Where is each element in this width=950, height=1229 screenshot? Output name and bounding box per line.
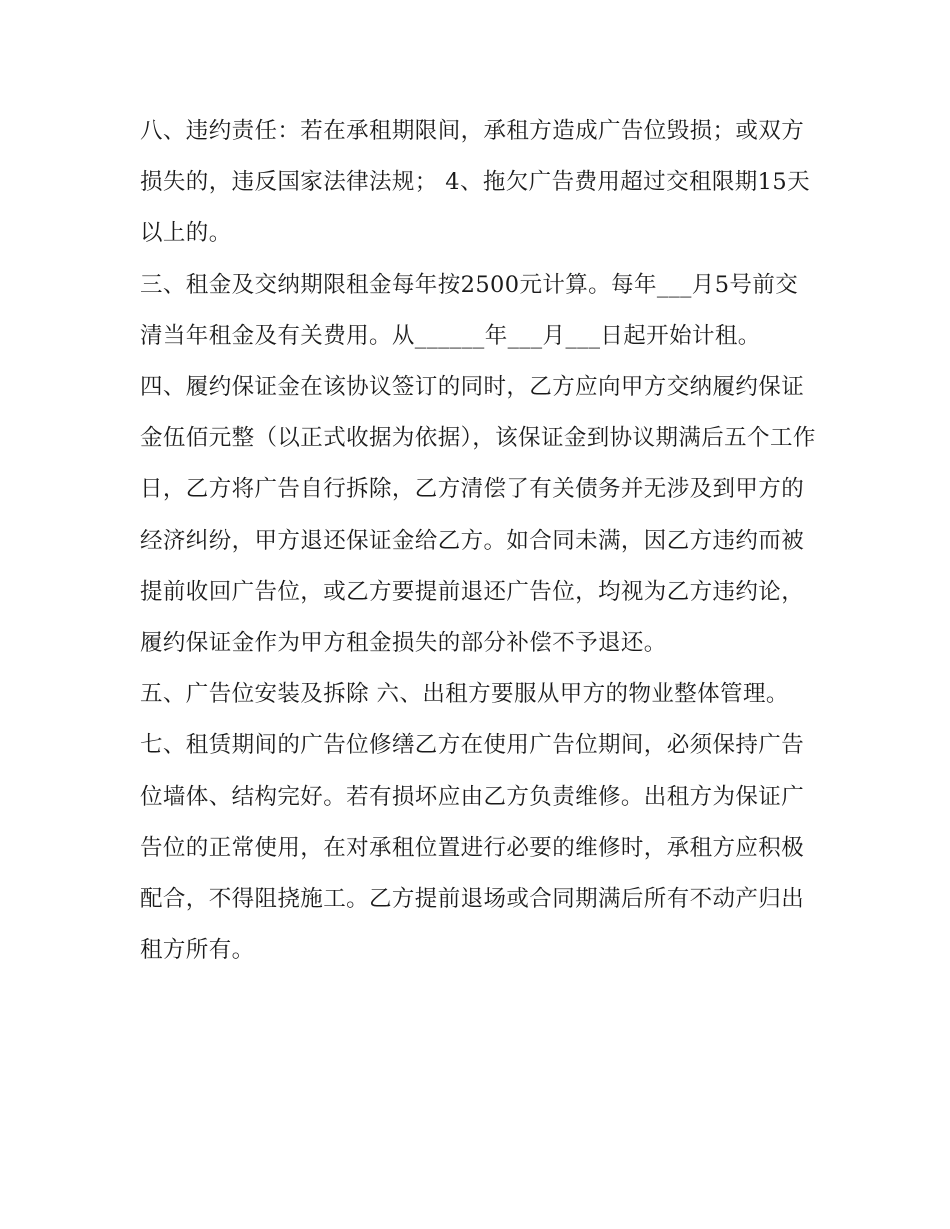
document-body (140, 106, 820, 976)
paragraph-installation-removal: 五、广告位安装及拆除 六、出租方要服从甲方的物业整体管理。 (140, 681, 789, 708)
paragraph-breach-liability: 八、违约责任：若在承租期限间，承租方造成广告位毁损；或双方损失的，违反国家法律法规； 4、拖欠广告费用超过交租限期15天以上的。 (140, 118, 810, 247)
paragraph-maintenance: 七、租赁期间的广告位修缮乙方在使用广告位期间，必须保持广告位墙体、结构完好。若有损坏应由乙方负责维修。出租方为保证广告位的正常使用，在对承租位置进行必要的维修时，承租方应积极配合，不得阻挠施工。乙方提前退场或合同期满后所有不动产归出租方所有。 (140, 732, 805, 964)
paragraph-rent-payment: 三、租金及交纳期限租金每年按2500元计算。每年___月5号前交清当年租金及有关费用。从______年___月___日起开始计租。 (140, 271, 799, 349)
paragraph-performance-deposit: 四、履约保证金在该协议签订的同时，乙方应向甲方交纳履约保证金伍佰元整（以正式收据为依据），该保证金到协议期满后五个工作日，乙方将广告自行拆除，乙方清偿了有关债务并无涉及到甲方的经济纠纷，甲方退还保证金给乙方。如合同未满，因乙方违约而被提前收回广告位，或乙方要提前退还广告位，均视为乙方违约论，履约保证金作为甲方租金损失的部分补偿不予退还。 (140, 374, 816, 657)
